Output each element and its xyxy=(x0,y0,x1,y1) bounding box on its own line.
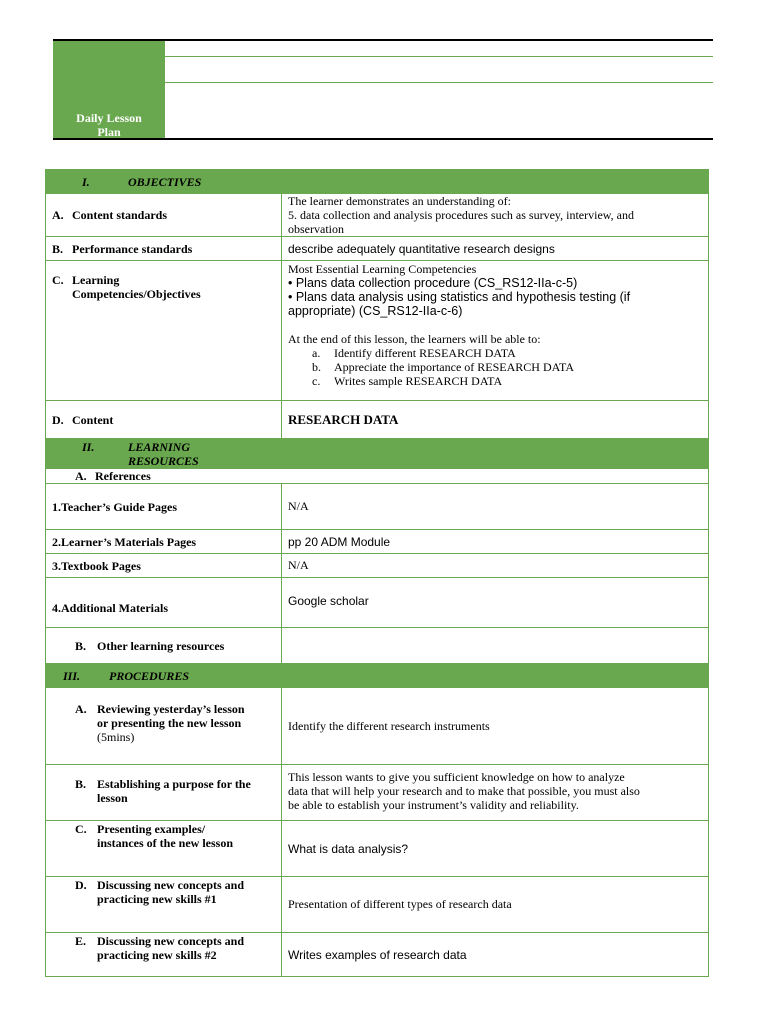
table-row xyxy=(46,484,709,530)
row-label-other-resources: B. Other learning resources xyxy=(46,628,282,664)
section-objectives xyxy=(46,170,709,194)
section-learning-resources xyxy=(46,439,709,469)
reviewing-value: Identify the different research instruments xyxy=(282,688,709,765)
section-number: I. xyxy=(82,174,90,189)
section-title: PROCEDURES xyxy=(109,668,190,683)
establishing-purpose-value: This lesson wants to give you sufficient knowledge on how to analyze data that will help your research and to make that possible, you must also be able to establish your instrument’s validity and reliability. xyxy=(282,765,709,821)
objective-item: b. Appreciate the importance of RESEARCH DATA xyxy=(312,360,574,374)
table-row xyxy=(46,237,709,261)
row-label-teachers-guide: 1.Teacher’s Guide Pages xyxy=(46,484,282,530)
header-label-line2: Plan xyxy=(97,125,121,139)
table-row xyxy=(46,821,709,877)
other-resources-value xyxy=(282,628,709,664)
teachers-guide-value: N/A xyxy=(282,484,709,530)
textbook-pages-value: N/A xyxy=(282,554,709,578)
table-row xyxy=(46,933,709,977)
table-row xyxy=(46,469,709,484)
table-row xyxy=(46,765,709,821)
table-row xyxy=(46,578,709,628)
row-label-textbook-pages: 3.Textbook Pages xyxy=(46,554,282,578)
row-label-discussing-1: D. Discussing new concepts and practicing new skills #1 xyxy=(46,877,282,933)
header-divider xyxy=(165,82,713,83)
discussing-1-value: Presentation of different types of research data xyxy=(282,877,709,933)
header-divider xyxy=(165,56,713,57)
row-label-reviewing: A. Reviewing yesterday’s lesson or presenting the new lesson (5mins) xyxy=(46,688,282,765)
table-row xyxy=(46,628,709,664)
performance-standards-value: describe adequately quantitative research designs xyxy=(282,237,709,261)
lesson-header xyxy=(53,39,713,140)
row-label-presenting-examples: C. Presenting examples/ instances of the new lesson xyxy=(46,821,282,877)
objective-item: c. Writes sample RESEARCH DATA xyxy=(312,374,503,388)
section-title: OBJECTIVES xyxy=(128,174,202,189)
table-row xyxy=(46,688,709,765)
section-title: LEARNING RESOURCES xyxy=(128,439,199,468)
section-number: II. xyxy=(82,439,95,454)
table-row xyxy=(46,877,709,933)
table-row xyxy=(46,554,709,578)
presenting-examples-value: What is data analysis? xyxy=(282,821,709,877)
discussing-2-value: Writes examples of research data xyxy=(282,933,709,977)
section-number: III. xyxy=(63,668,81,683)
row-label-discussing-2: E. Discussing new concepts and practicing new skills #2 xyxy=(46,933,282,977)
content-value: RESEARCH DATA xyxy=(282,401,709,439)
row-label-learners-materials: 2.Learner’s Materials Pages xyxy=(46,530,282,554)
section-procedures xyxy=(46,664,709,688)
row-label-additional-materials: 4.Additional Materials xyxy=(46,578,282,628)
row-label-performance-standards: B. Performance standards xyxy=(46,237,282,261)
learners-materials-value: pp 20 ADM Module xyxy=(282,530,709,554)
header-label-line1: Daily Lesson xyxy=(76,111,142,125)
table-row xyxy=(46,194,709,237)
table-row xyxy=(46,530,709,554)
lesson-plan-table xyxy=(45,169,709,977)
row-label-content: D. Content xyxy=(46,401,282,439)
row-label-references: A. References xyxy=(46,469,709,484)
row-label-establishing-purpose: B. Establishing a purpose for the lesson xyxy=(46,765,282,821)
content-standards-value: The learner demonstrates an understanding of: 5. data collection and analysis procedures such as survey, interview, and observation xyxy=(282,194,709,237)
table-row xyxy=(46,261,709,401)
learning-competencies-value: Most Essential Learning Competencies • Plans data collection procedure (CS_RS12-IIa-c-5) • Plans data analysis using statistics and hypothesis testing (if appropriate) (CS_RS12-IIa-c-6) At the end of this lesson, the learners will be able to: a. Identify different RESEARCH DATA b. Appreciate the importance of RESEARCH DATA c. Writes sample RESEARCH DATA xyxy=(282,261,709,401)
additional-materials-value: Google scholar xyxy=(282,578,709,628)
row-label-content-standards: A. Content standards xyxy=(46,194,282,237)
row-label-learning-competencies: C. Learning Competencies/Objectives xyxy=(46,261,282,401)
table-row xyxy=(46,401,709,439)
header-label xyxy=(53,41,165,138)
objective-item: a. Identify different RESEARCH DATA xyxy=(312,346,516,360)
